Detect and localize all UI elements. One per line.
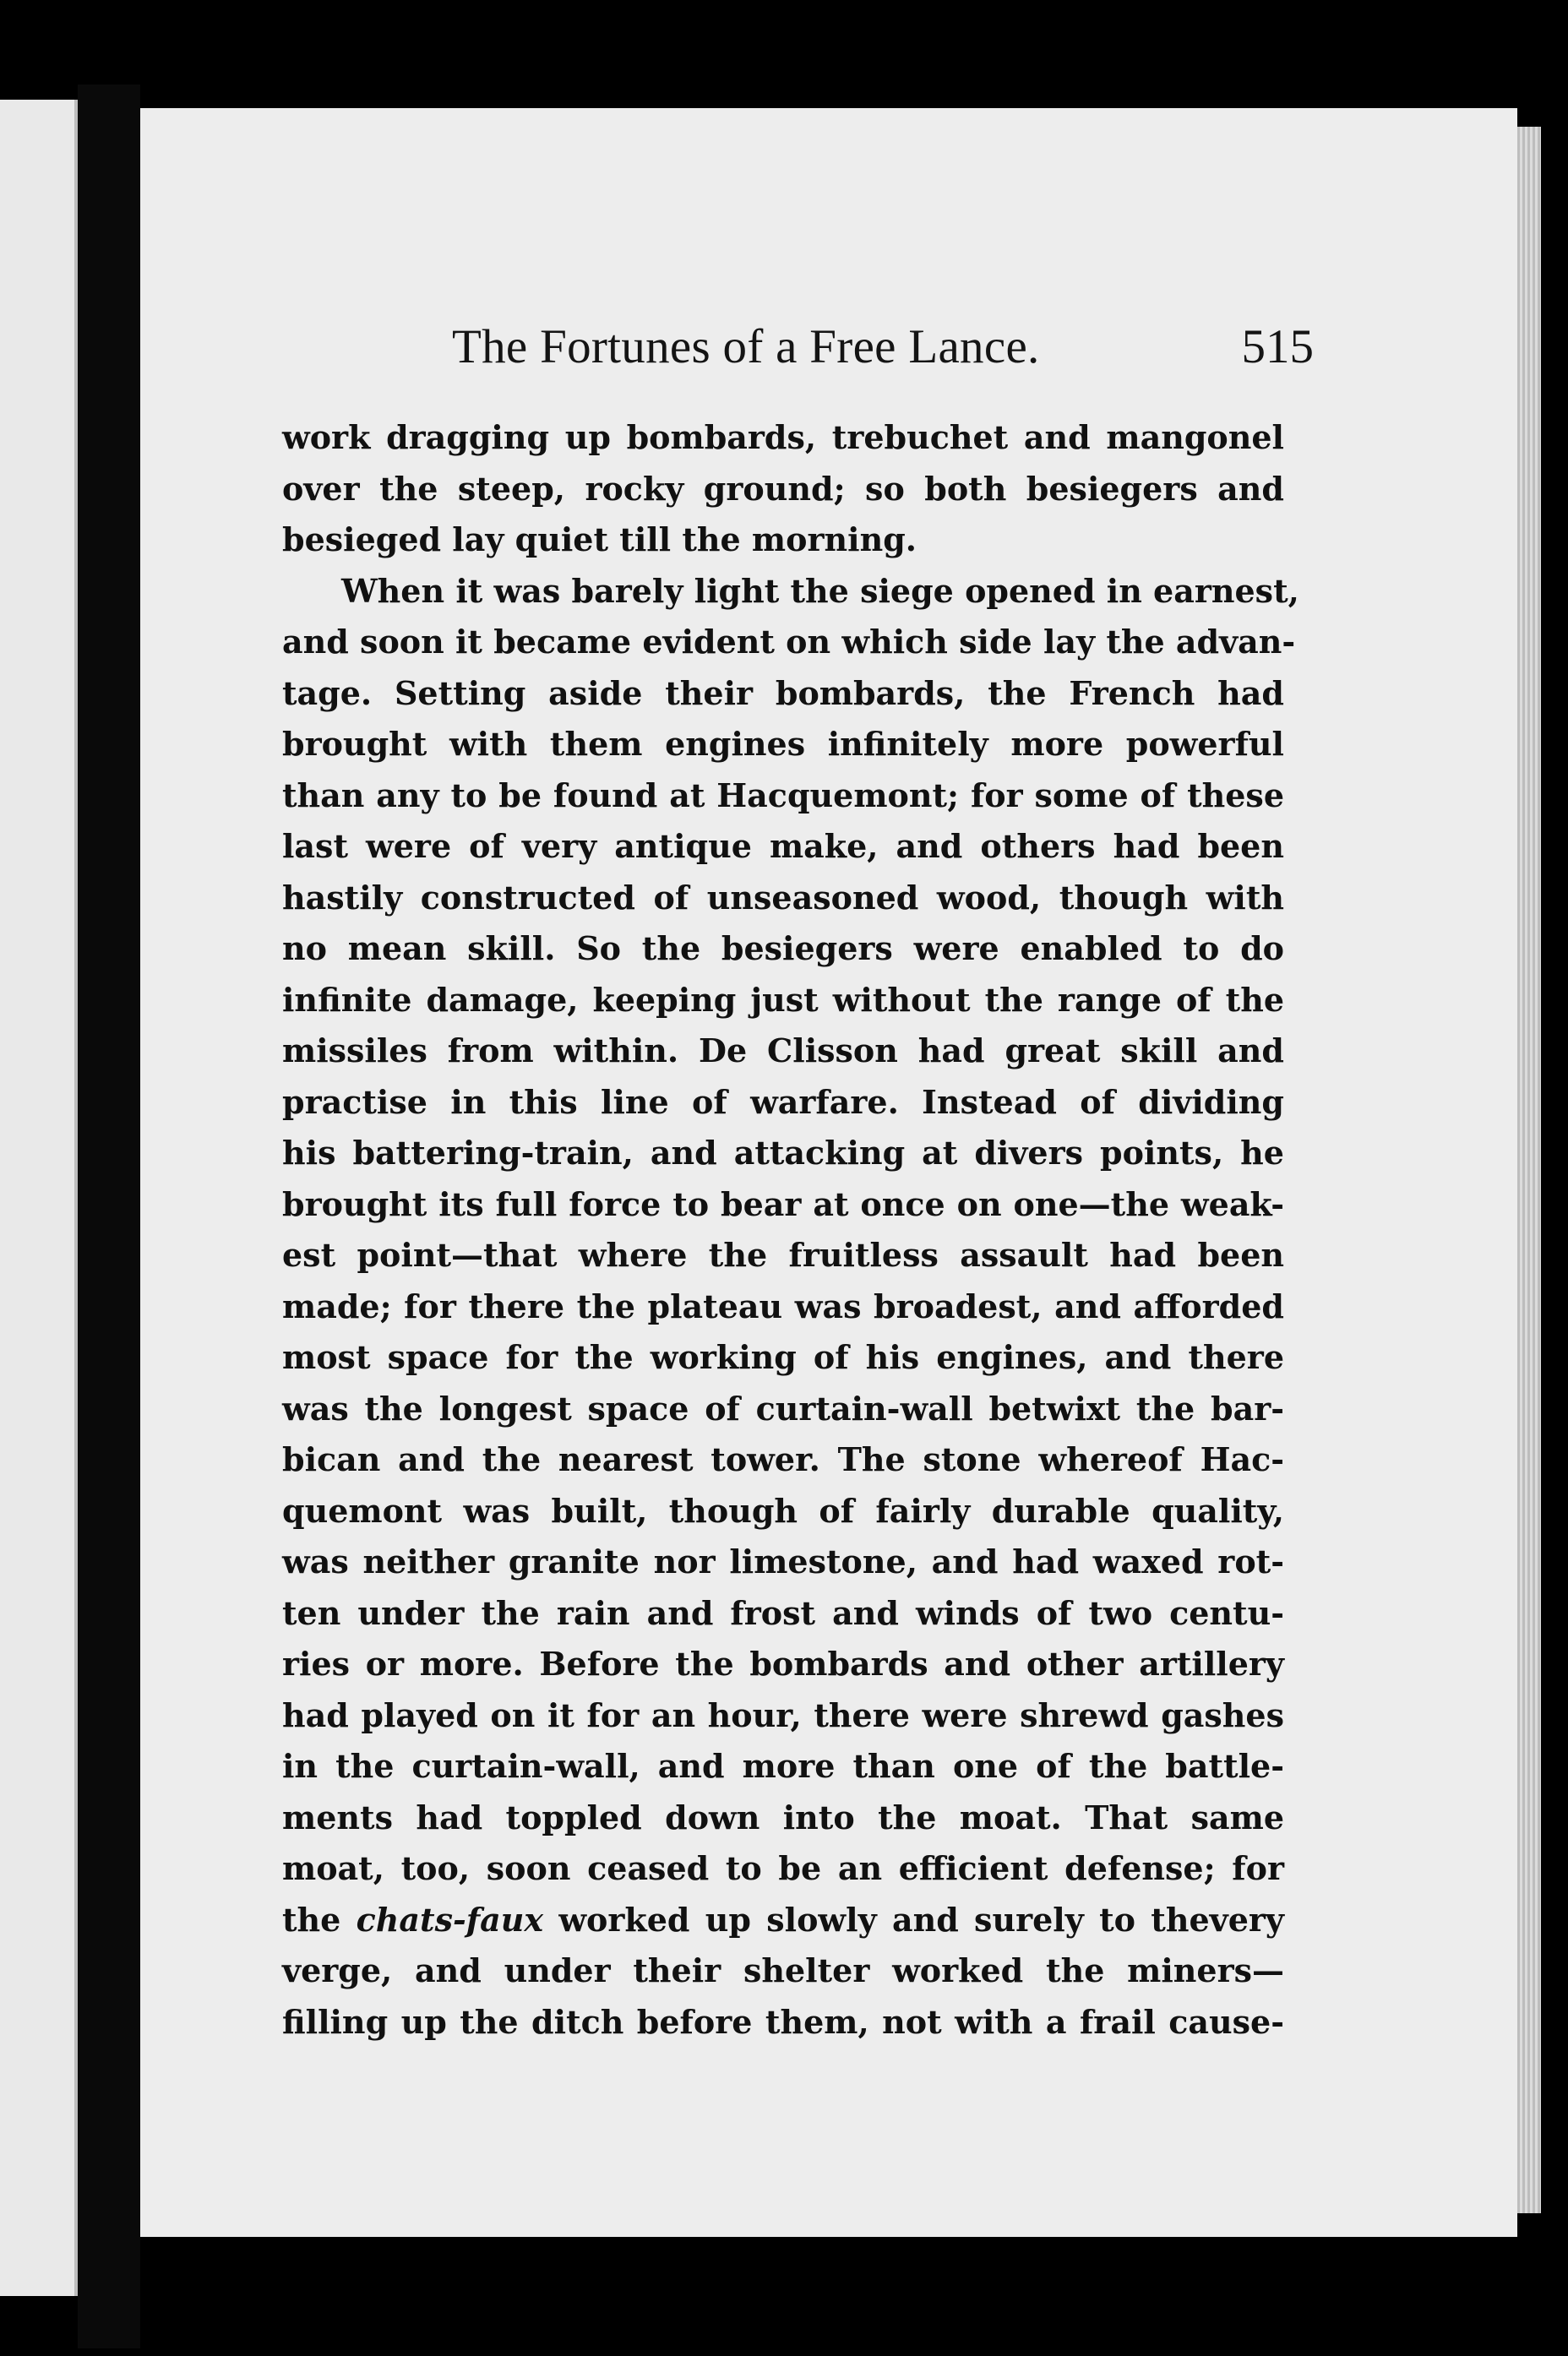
text-line: When it was barely light the siege opened in earnest, — [341, 571, 1299, 610]
text-line: missiles from within. De Clisson had great skill and — [282, 1031, 1284, 1069]
text-line: bican and the nearest tower. The stone whereof Hac- — [282, 1440, 1284, 1478]
italic-phrase: chats-faux — [356, 1900, 544, 1939]
text-line: last were of very antique make, and others had been — [282, 827, 1284, 865]
text-line: was the longest space of curtain-wall betwixt the bar- — [282, 1389, 1284, 1428]
left-page-edge — [0, 100, 78, 2296]
text-line: was neither granite nor limestone, and had waxed rot- — [282, 1543, 1284, 1581]
text-line: quemont was built, though of fairly durable quality, — [282, 1491, 1284, 1530]
text-line-italic — [282, 1895, 1284, 1946]
text-line: no mean skill. So the besiegers were enabled to do — [282, 929, 1284, 967]
text-line: ries or more. Before the bombards and other artillery — [282, 1645, 1284, 1683]
text-line: than any to be found at Hacquemont; for some of these — [282, 775, 1284, 814]
text-line: moat, too, soon ceased to be an efficient defense; for — [282, 1849, 1284, 1887]
text-line: tage. Setting aside their bombards, the French had — [282, 673, 1284, 712]
text-line: est point—that where the fruitless assault had been — [282, 1236, 1284, 1274]
text-line: practise in this line of warfare. Instead of dividing — [282, 1082, 1284, 1121]
line-text-before: the — [282, 1900, 341, 1939]
book-binding — [78, 84, 140, 2348]
text-line: over the steep, rocky ground; so both besiegers and — [282, 469, 1284, 508]
text-line: his battering-train, and attacking at divers points, he — [282, 1134, 1284, 1172]
text-line: besieged lay quiet till the morning. — [282, 520, 917, 558]
text-line: had played on it for an hour, there were shrewd gashes — [282, 1695, 1284, 1734]
text-line: filling up the ditch before them, not with a frail cause- — [282, 2002, 1284, 2041]
text-line: work dragging up bombards, trebuchet and mangonel — [282, 418, 1284, 456]
text-line: in the curtain-wall, and more than one of the battle- — [282, 1747, 1284, 1785]
page-edge — [1517, 127, 1541, 2213]
text-line: brought its full force to bear at once on one—the weak- — [282, 1184, 1284, 1223]
text-line: hastily constructed of unseasoned wood, though with — [282, 878, 1284, 917]
text-line: most space for the working of his engines, and there — [282, 1338, 1284, 1376]
line-text-after: worked up slowly and surely to thevery — [558, 1900, 1284, 1939]
running-title: The Fortunes of a Free Lance. — [452, 320, 1040, 373]
text-line: brought with them engines infinitely more powerful — [282, 725, 1284, 763]
body-text — [282, 412, 1299, 2048]
text-line: made; for there the plateau was broadest, and afforded — [282, 1287, 1284, 1325]
text-line: ments had toppled down into the moat. That same — [282, 1798, 1284, 1836]
text-line: verge, and under their shelter worked the miners— — [282, 1951, 1284, 1989]
page-header — [452, 319, 1314, 395]
page-number: 515 — [1241, 320, 1314, 373]
text-line: ten under the rain and frost and winds of two centu- — [282, 1593, 1284, 1632]
text-line: infinite damage, keeping just without the range of the — [282, 980, 1284, 1019]
text-line: and soon it became evident on which side lay the advan- — [282, 623, 1296, 661]
